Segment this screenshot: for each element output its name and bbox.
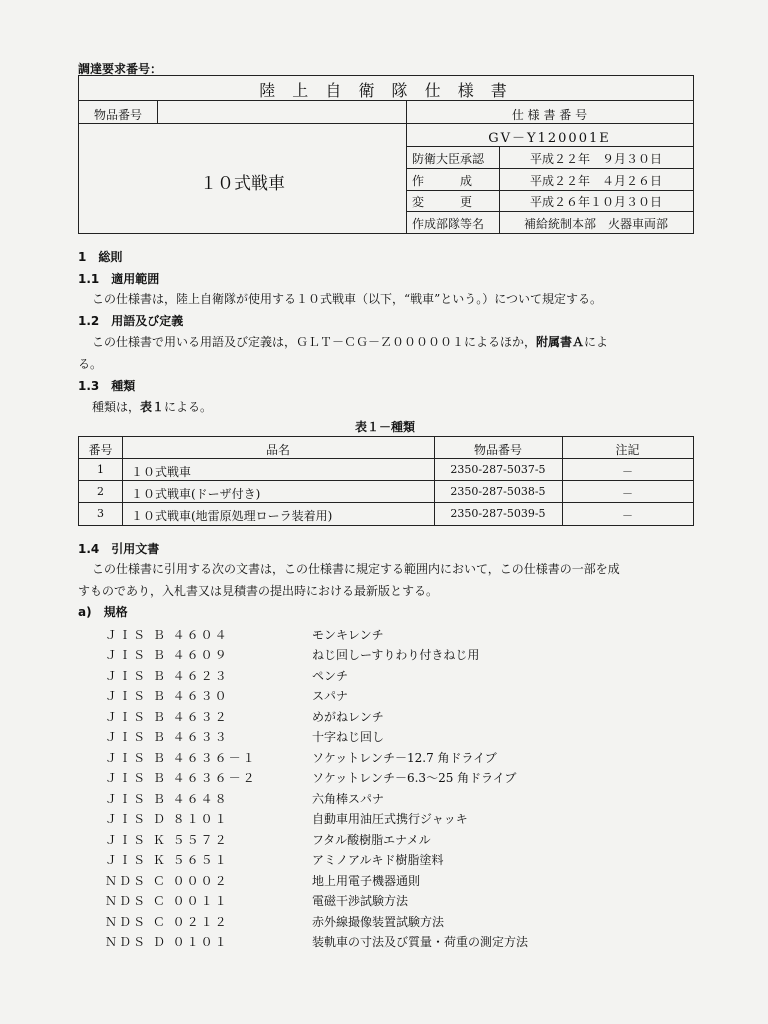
section-1-4-text-2: すものであり，入札書又は見積書の提出時における最新版とする。 [78,584,439,598]
section-1-3-text: 種類は，表１による。 [92,400,213,414]
standard-title: モンキレンチ [312,628,384,642]
standard-code: ＮＤＳ Ｃ ０００２ [105,874,229,888]
table-row-3-note: － [622,509,633,522]
table-row-1-no: 1 [97,463,104,476]
table-row-2-name: １０式戦車(ドーザ付き) [131,487,261,501]
standard-title: 赤外線撮像装置試験方法 [312,915,445,929]
standard-title: ソケットレンチ－12.7 角ドライブ [312,751,497,765]
department-name: 補給統制本部 火器車両部 [523,217,668,231]
section-1-4-heading: 1.4 引用文書 [78,542,160,556]
standard-code: ＪＩＳ Ｋ ５５７２ [105,833,229,847]
table-row-1-note: － [622,465,633,478]
product-name: １０式戦車 [200,174,285,194]
standard-title: 装軌車の寸法及び質量・荷重の測定方法 [312,935,529,949]
standard-title: めがねレンチ [312,710,384,724]
section-1-2-heading: 1.2 用語及び定義 [78,314,184,328]
table-row-2-no: 2 [97,485,104,498]
standard-code: ＮＤＳ Ｃ ０２１２ [105,915,229,929]
changed-label: 変 更 [412,195,473,209]
standard-code: ＪＩＳ Ｋ ５６５１ [105,853,229,867]
section-1-1-text: この仕様書は，陸上自衛隊が使用する１０式戦車（以下，“戦車”という。）について規定する。 [92,292,603,306]
table-row-3-name: １０式戦車(地雷原処理ローラ装着用) [131,509,333,523]
spec-number: GV－Y120001E [488,131,611,146]
header-table [78,75,694,234]
section-1-heading: 1 総則 [78,250,123,264]
table-row-1-name: １０式戦車 [131,465,192,479]
standard-code: ＪＩＳ Ｂ ４６３６－１ [105,751,257,765]
approval-date: 平成２２年 ９月３０日 [529,152,662,166]
standard-code: ＪＩＳ Ｂ ４６３２ [105,710,229,724]
page-title: 陸 上 自 衛 隊 仕 様 書 [259,81,513,100]
changed-date: 平成２６年１０月３０日 [529,195,662,209]
standard-code: ＮＤＳ Ｄ ０１０１ [105,935,229,949]
standard-code: ＪＩＳ Ｂ ４６３６－２ [105,771,257,785]
spec-number-label: 仕 様 書 番 号 [511,108,588,122]
standard-code: ＪＩＳ Ｂ ４６３３ [105,730,229,744]
standard-code: ＪＩＳ Ｂ ４６０４ [105,628,229,642]
standard-title: 十字ねじ回し [312,730,385,744]
standards-heading: a) 規格 [78,605,128,619]
table-row-3-stock: 2350-287-5039-5 [450,507,546,520]
standard-code: ＪＩＳ Ｂ ４６０９ [105,648,229,662]
col-header-no: 番号 [88,443,113,457]
standard-code: ＪＩＳ Ｂ ４６２３ [105,669,229,683]
standard-code: ＪＩＳ Ｂ ４６４８ [105,792,229,806]
standard-code: ＪＩＳ Ｄ ８１０１ [105,812,229,826]
created-label: 作 成 [412,174,473,188]
item-number-label: 物品番号 [93,108,142,122]
standard-title: 地上用電子機器通則 [312,874,421,888]
approval-label: 防衛大臣承認 [412,152,485,166]
created-date: 平成２２年 ４月２６日 [529,174,662,188]
standard-title: アミノアルキド樹脂塗料 [312,853,444,867]
standard-title: スパナ [312,689,349,703]
table-caption: 表１－種類 [354,420,415,434]
col-header-note: 注記 [615,443,640,457]
section-1-2-text-cont: る。 [78,357,103,371]
standard-title: 自動車用油圧式携行ジャッキ [312,812,468,826]
section-1-4-text-1: この仕様書に引用する次の文書は，この仕様書に規定する範囲内において，この仕様書の一部を成 [92,562,620,576]
standard-title: ソケットレンチ－6.3～25 角ドライブ [312,771,517,785]
standard-code: ＮＤＳ Ｃ ００１１ [105,894,229,908]
col-header-stock: 物品番号 [473,443,522,457]
standard-title: ペンチ [312,669,349,683]
col-header-name: 品名 [265,443,290,457]
procurement-number-label: 調達要求番号： [78,62,163,76]
standard-title: 電磁干渉試験方法 [312,894,409,908]
section-1-1-heading: 1.1 適用範囲 [78,272,160,286]
standard-code: ＪＩＳ Ｂ ４６３０ [105,689,229,703]
standard-title: 六角棒スパナ [312,792,385,806]
standard-title: ねじ回しーすりわり付きねじ用 [312,648,480,662]
table-row-2-note: － [622,487,633,500]
section-1-2-text: この仕様書で用いる用語及び定義は，ＧＬＴ－ＣＧ－Ｚ０００００１によるほか，附属書Ａによ [92,335,609,349]
type-table [78,436,694,526]
department-label: 作成部隊等名 [412,217,485,231]
table-row-2-stock: 2350-287-5038-5 [450,485,546,498]
table-row-3-no: 3 [97,507,104,520]
section-1-3-heading: 1.3 種類 [78,379,136,393]
standard-title: フタル酸樹脂エナメル [312,833,431,847]
table-row-1-stock: 2350-287-5037-5 [450,463,546,476]
